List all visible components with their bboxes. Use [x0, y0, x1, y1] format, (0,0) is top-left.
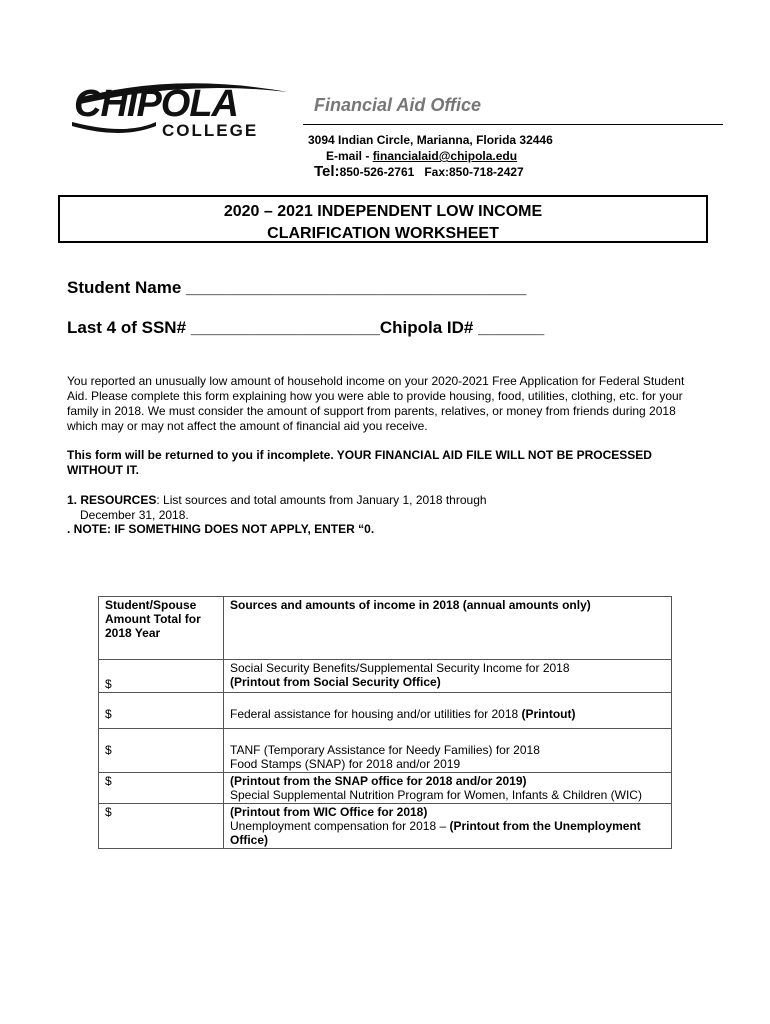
- ssn-chipola-id-field[interactable]: Last 4 of SSN# ____________________Chipola ID# _______: [67, 318, 545, 337]
- source-note: (Printout from the Unemployment Office): [230, 819, 641, 847]
- source-text: Special Supplemental Nutrition Program for Women, Infants & Children (WIC): [230, 788, 642, 802]
- table-row: [99, 804, 672, 849]
- table-header-row: [99, 597, 672, 660]
- tel-line: [314, 163, 524, 180]
- resources-note: . NOTE: IF SOMETHING DOES NOT APPLY, ENTER “0.: [67, 522, 375, 536]
- source-cell: [224, 729, 672, 773]
- table-row: [99, 693, 672, 729]
- title-line-2: CLARIFICATION WORKSHEET: [267, 225, 499, 242]
- address: 3094 Indian Circle, Marianna, Florida 32446: [308, 133, 553, 147]
- source-cell: [224, 693, 672, 729]
- amount-cell[interactable]: $: [99, 729, 224, 773]
- resources-text-2: December 31, 2018.: [80, 508, 189, 522]
- source-text: Social Security Benefits/Supplemental Security Income for 2018: [230, 661, 570, 675]
- income-sources-table: [98, 596, 672, 849]
- table-row: [99, 773, 672, 804]
- amount-cell[interactable]: $: [99, 693, 224, 729]
- source-text: TANF (Temporary Assistance for Needy Families) for 2018: [230, 743, 540, 757]
- source-text: Unemployment compensation for 2018 –: [230, 819, 450, 833]
- tel-label: Tel:: [314, 163, 340, 180]
- source-cell: [224, 660, 672, 693]
- fax-number: Fax:850-718-2427: [424, 165, 524, 179]
- source-text: Federal assistance for housing and/or utilities for 2018: [230, 707, 522, 721]
- title-box: [58, 195, 708, 243]
- sources-header: Sources and amounts of income in 2018 (annual amounts only): [224, 597, 672, 660]
- table-row: [99, 729, 672, 773]
- table-row: [99, 660, 672, 693]
- email-link[interactable]: financialaid@chipola.edu: [372, 149, 518, 163]
- office-name: Financial Aid Office: [314, 95, 482, 115]
- warning-text: This form will be returned to you if incomplete. YOUR FINANCIAL AID FILE WILL NOT BE PROCESSED WITHOUT IT.: [67, 448, 652, 477]
- amount-header: Student/Spouse Amount Total for 2018 Year: [99, 597, 224, 660]
- intro-paragraph: You reported an unusually low amount of household income on your 2020-2021 Free Application for Federal Student Aid. Please complete this form explaining how you were able to provide housing, food, utilities, clothing, etc. for your family in 2018. We must consider the amount of support from parents, relatives, or money from friends during 2018 which may or may not affect the amount of financial aid you receive.: [67, 374, 685, 433]
- title-line-1: 2020 – 2021 INDEPENDENT LOW INCOME: [223, 203, 543, 220]
- tel-number: 850-526-2761: [339, 165, 415, 179]
- logo-sub-text: COLLEGE: [162, 121, 259, 140]
- source-note: (Printout from the SNAP office for 2018 and/or 2019): [230, 774, 527, 788]
- amount-cell[interactable]: $: [99, 804, 224, 849]
- header-rule: [303, 124, 723, 125]
- resources-heading: [67, 493, 707, 508]
- source-cell: [224, 804, 672, 849]
- resources-label: 1. RESOURCES: [67, 493, 157, 507]
- source-note: (Printout): [521, 707, 576, 721]
- email-label: E-mail -: [326, 149, 373, 163]
- source-cell: [224, 773, 672, 804]
- resources-text: : List sources and total amounts from January 1, 2018 through: [156, 493, 487, 507]
- amount-cell[interactable]: $: [99, 660, 224, 693]
- source-note: (Printout from Social Security Office): [230, 675, 441, 689]
- amount-cell[interactable]: $: [99, 773, 224, 804]
- chipola-college-logo: [66, 78, 290, 140]
- source-note: (Printout from WIC Office for 2018): [230, 805, 428, 819]
- student-name-field[interactable]: Student Name ____________________________________: [67, 278, 527, 297]
- source-text: Food Stamps (SNAP) for 2018 and/or 2019: [230, 757, 461, 771]
- email-line: [326, 149, 517, 163]
- logo-main-text: CHIPOLA: [74, 83, 238, 125]
